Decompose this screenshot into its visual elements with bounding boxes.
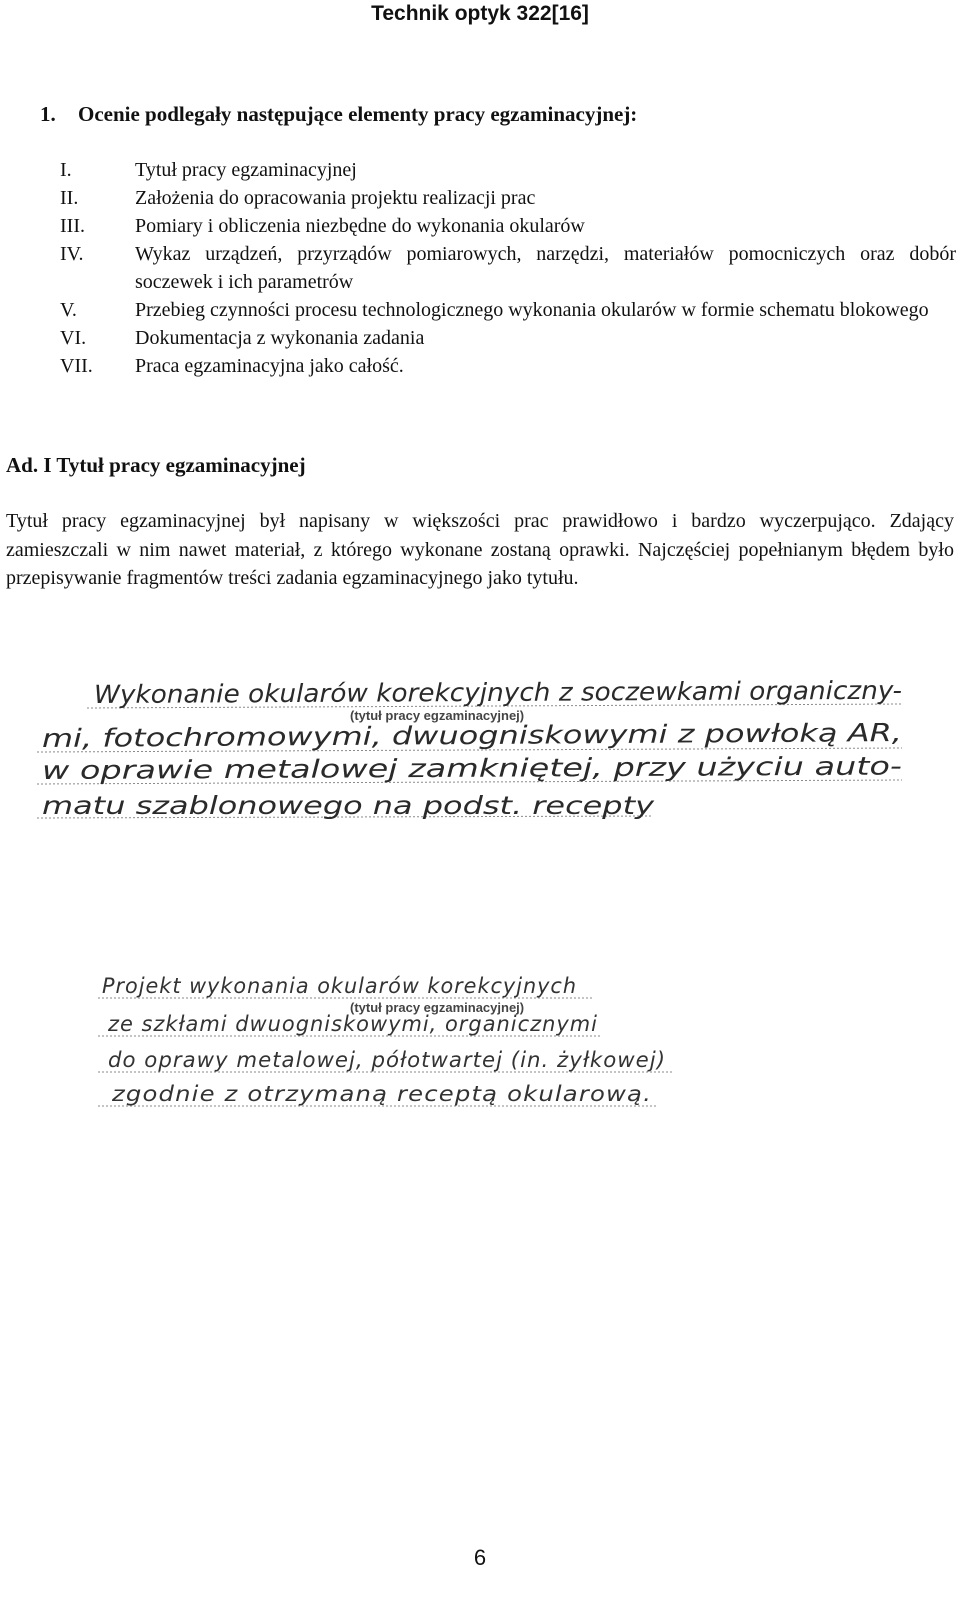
item-text: Założenia do opracowania projektu realizacji prac: [135, 187, 536, 209]
header-title: Technik optyk 322[16]: [371, 2, 589, 25]
handwritten-sample-2-image: [32, 960, 930, 1130]
item-numeral: III.: [60, 215, 85, 237]
item-numeral: I.: [60, 159, 72, 181]
item-text: Tytuł pracy egzaminacyjnej: [135, 159, 357, 181]
list-item: [60, 184, 956, 212]
item-text: Wykaz urządzeń, przyrządów pomiarowych, narzędzi, materiałów pomocniczych oraz dobór soczewek i ich parametrów: [135, 243, 956, 293]
list-item: [60, 324, 956, 352]
subsection-paragraph: Tytuł pracy egzaminacyjnej był napisany w większości prac prawidłowo i bardzo wyczerpująco. Zdający zamieszczali w nim nawet materiał, z którego wykonane zostaną oprawki. Najczęściej popełnianym błędem było przepisywanie fragmentów treści zadania egzaminacyjnego jako tytułu.: [6, 510, 954, 589]
handwritten-line: zgodnie z otrzymaną receptą okularową.: [110, 1082, 652, 1106]
item-text: Przebieg czynności procesu technologicznego wykonania okularów w formie schematu blokowego: [135, 299, 929, 321]
page-number: 6: [473, 1545, 487, 1570]
item-numeral: VI.: [60, 327, 87, 349]
list-item: [60, 296, 956, 324]
subsection-heading: Ad. I Tytuł pracy egzaminacyjnej: [6, 453, 306, 477]
handwritten-line: w oprawie metalowej zamkniętej, przy użyciu auto-: [41, 752, 685, 785]
handwritten-line: ze szkłami dwuogniskowymi, organicznymi: [107, 1012, 598, 1036]
handwritten-sample-1-image: [32, 668, 930, 840]
item-text: Dokumentacja z wykonania zadania: [135, 327, 425, 349]
list-item: [60, 240, 956, 296]
handwritten-line: mi, fotochromowymi, dwuogniskowymi z powłoką AR,: [41, 719, 715, 753]
handwritten-line: do oprawy metalowej, półotwartej (in. żyłkowej): [108, 1048, 666, 1072]
item-text: Pomiary i obliczenia niezbędne do wykonania okularów: [135, 215, 585, 237]
evaluated-elements-list: [60, 156, 956, 380]
sample-caption: (tytuł pracy egzaminacyjnej): [350, 1000, 525, 1015]
list-item: [60, 352, 956, 380]
handwritten-sample-2: [32, 960, 930, 1130]
item-numeral: V.: [60, 299, 77, 321]
section-heading-text: Ocenie podlegały następujące elementy pracy egzaminacyjnej:: [78, 102, 638, 126]
item-numeral: VII.: [60, 355, 93, 377]
section-number: 1.: [40, 102, 56, 126]
item-numeral: II.: [60, 187, 79, 209]
handwritten-line: Wykonanie okularów korekcyjnych z soczewkami organiczny-: [93, 675, 863, 709]
item-text: Praca egzaminacyjna jako całość.: [135, 355, 404, 377]
item-numeral: IV.: [60, 243, 84, 265]
list-item: [60, 212, 956, 240]
list-item: [60, 156, 956, 184]
section-heading: [40, 100, 637, 128]
handwritten-line: Projekt wykonania okularów korekcyjnych: [102, 974, 577, 998]
sample-caption: (tytuł pracy egzaminacyjnej): [350, 708, 525, 723]
handwritten-line: matu szablonowego na podst. recepty: [42, 791, 656, 820]
handwritten-sample-1: [32, 668, 930, 840]
